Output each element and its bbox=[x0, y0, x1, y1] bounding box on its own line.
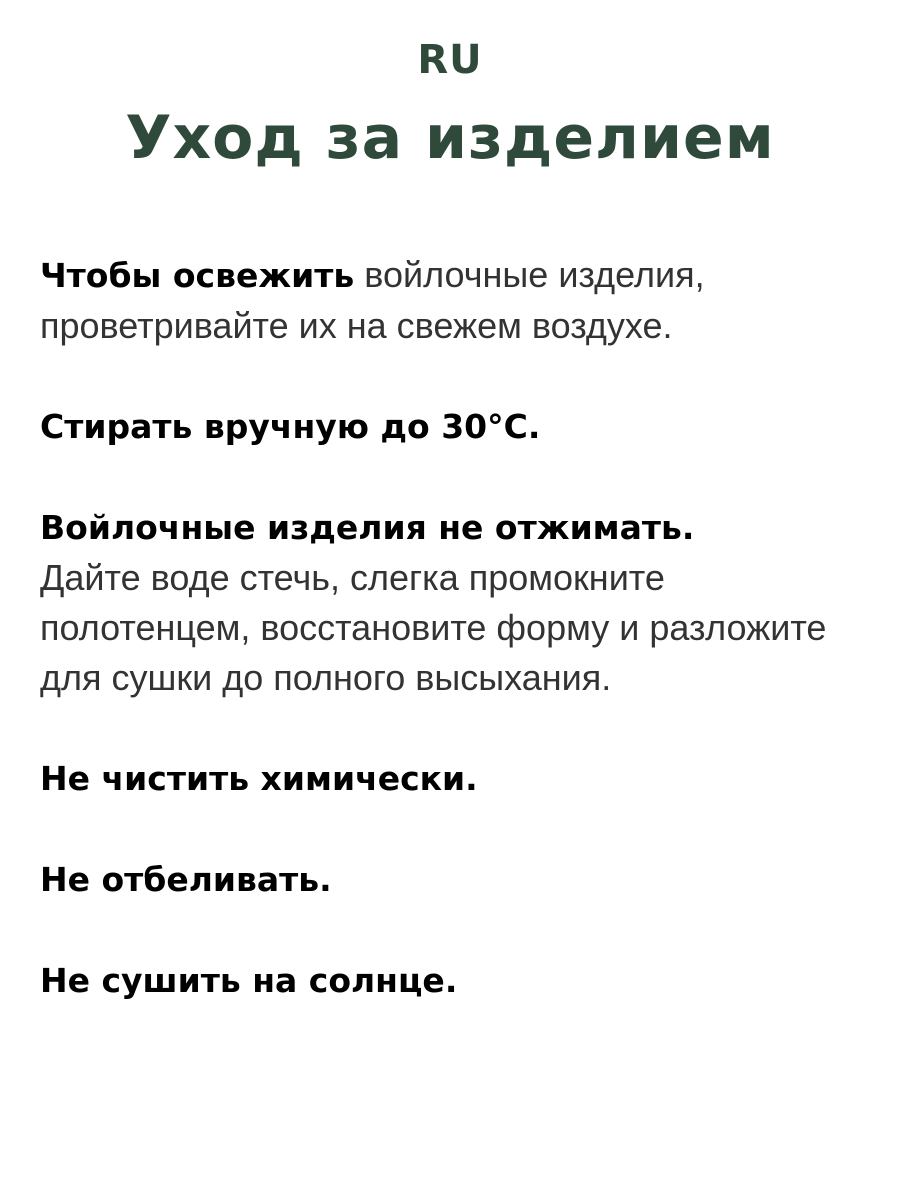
lang-label: RU bbox=[417, 37, 483, 83]
instruction-freshen bbox=[40, 250, 880, 351]
instruction-no-sun-dry-bold: Не сушить на солнце. bbox=[40, 961, 458, 1000]
instruction-wash bbox=[40, 401, 880, 452]
instruction-freshen-bold: Чтобы освежить bbox=[40, 256, 355, 295]
instruction-no-bleach bbox=[40, 854, 880, 905]
instruction-no-dry-clean bbox=[40, 753, 880, 804]
instruction-wash-bold: Стирать вручную до 30°C. bbox=[40, 407, 541, 446]
instruction-no-wring-bold: Войлочные изделия не отжимать. bbox=[40, 508, 695, 547]
instruction-no-wring-text: Дайте воде стечь, слегка промокните полотенцем, восстановите форму и разложите для сушки до полного высыхания. bbox=[40, 557, 827, 698]
instruction-freshen-text: войлочные изделия, проветривайте их на свежем воздухе. bbox=[40, 254, 705, 346]
instruction-no-sun-dry bbox=[40, 955, 880, 1006]
instruction-no-bleach-bold: Не отбеливать. bbox=[40, 860, 332, 899]
page-title: Уход за изделием bbox=[125, 103, 775, 173]
instruction-no-dry-clean-bold: Не чистить химически. bbox=[40, 759, 478, 798]
instruction-no-wring bbox=[40, 502, 880, 703]
care-instructions bbox=[40, 250, 880, 1006]
